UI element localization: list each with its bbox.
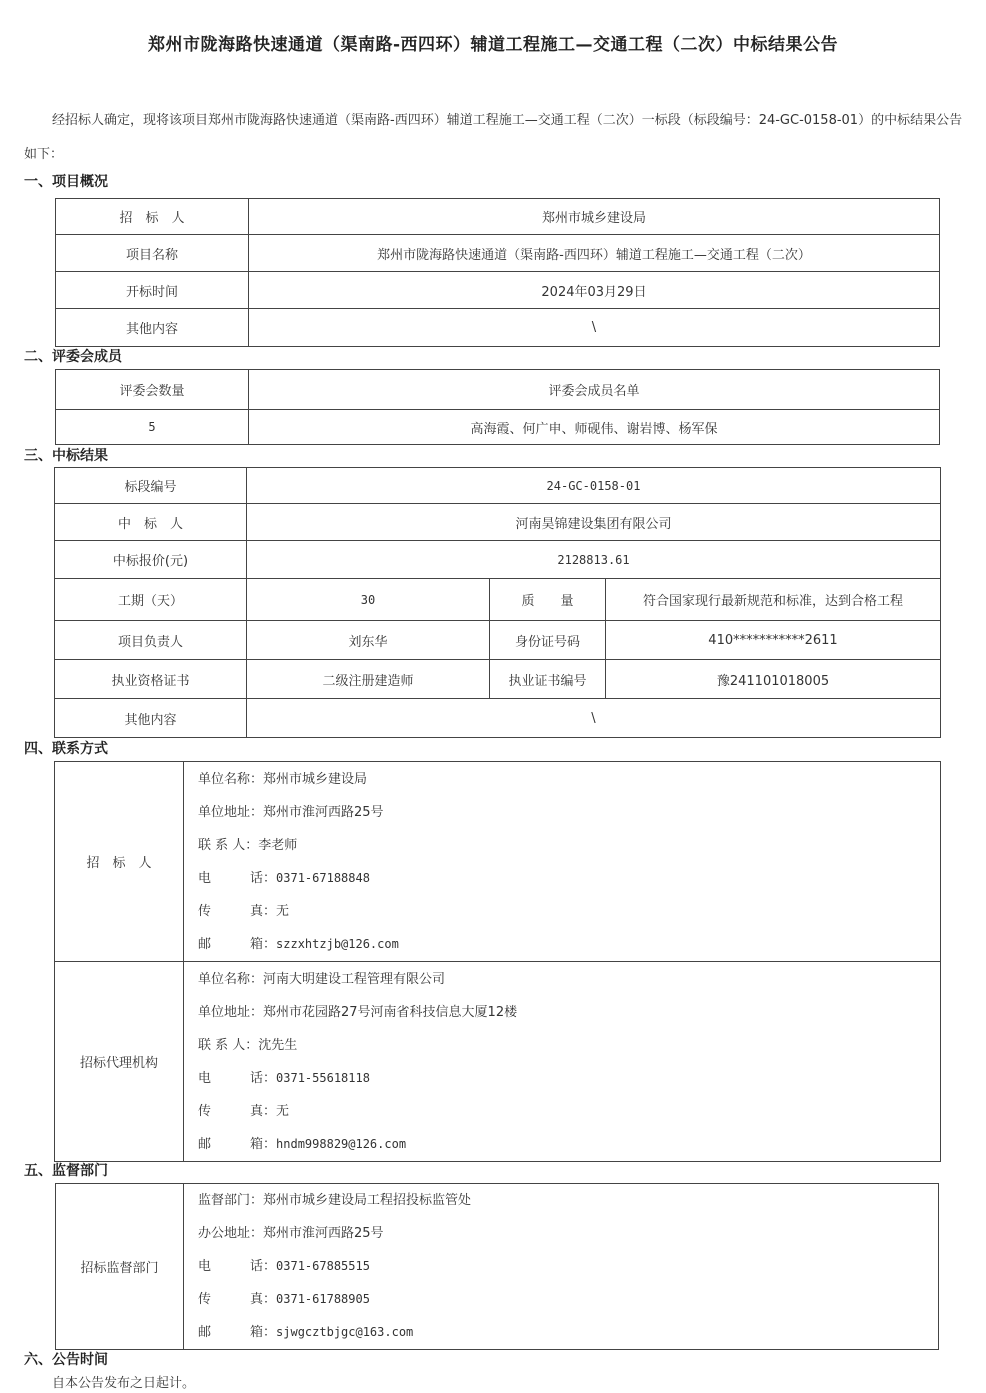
contact-line: [198, 862, 940, 895]
committee-names: 高海霞、何广申、师砚伟、谢岩博、杨军保: [249, 410, 940, 445]
contact-value: 河南大明建设工程管理有限公司: [263, 971, 446, 987]
table-row: [55, 699, 941, 738]
row-value: 郑州市城乡建设局: [249, 199, 940, 235]
winner-value: 河南昊锦建设集团有限公司: [247, 504, 941, 541]
contact-value: 无: [276, 903, 290, 919]
manager-value: 刘东华: [247, 621, 490, 660]
contact-line: [198, 996, 940, 1029]
section-heading-notice-time: 六、公告时间: [24, 1352, 108, 1368]
table-row: [56, 370, 940, 410]
contact-key: 邮 箱：: [198, 936, 277, 952]
cert-no-label: 执业证书编号: [490, 660, 606, 699]
tenderer-contact-details: [184, 762, 941, 962]
agency-contact-label: 招标代理机构: [55, 962, 184, 1162]
table-row: [56, 272, 940, 309]
id-label: 身份证号码: [490, 621, 606, 660]
section-heading-committee: 二、评委会成员: [24, 349, 122, 365]
row-value: \: [249, 309, 940, 347]
contact-key: 监督部门：: [198, 1193, 264, 1208]
award-result-table: [54, 467, 941, 738]
contact-value: 0371-67885515: [276, 1259, 370, 1273]
id-value: 410***********2611: [606, 621, 941, 660]
agency-contact-details: [184, 962, 941, 1162]
period-value: 30: [247, 579, 490, 621]
contact-line: [198, 1184, 938, 1217]
row-label: 其他内容: [56, 309, 249, 347]
table-row: [55, 660, 941, 699]
contact-value: 0371-55618118: [276, 1070, 370, 1085]
contact-line: [198, 1250, 938, 1283]
table-row: [56, 410, 940, 445]
section-heading-supervision: 五、监督部门: [24, 1163, 108, 1179]
table-row: [55, 962, 941, 1162]
table-row: [56, 1184, 939, 1350]
committee-names-header: 评委会成员名单: [249, 370, 940, 410]
contact-value: 郑州市花园路27号河南省科技信息大厦12楼: [263, 1004, 518, 1020]
committee-count-header: 评委会数量: [56, 370, 249, 410]
contact-email: szzxhtzjb@126.com: [276, 936, 399, 951]
period-label: 工期（天）: [55, 579, 247, 621]
tenderer-contact-label: 招 标 人: [55, 762, 184, 962]
quality-value: 符合国家现行最新规范和标准，达到合格工程: [606, 579, 941, 621]
table-row: [55, 541, 941, 579]
table-row: [56, 309, 940, 347]
contact-value: 郑州市淮河西路25号: [263, 804, 384, 820]
supervision-table: [55, 1183, 939, 1350]
contact-key: 联 系 人：: [198, 837, 259, 853]
bid-no-value: 24-GC-0158-01: [247, 468, 941, 504]
winner-label: 中 标 人: [55, 504, 247, 541]
row-label: 项目名称: [56, 235, 249, 272]
price-label: 中标报价(元): [55, 541, 247, 579]
contact-email: sjwgcztbjgc@163.com: [276, 1325, 414, 1339]
manager-label: 项目负责人: [55, 621, 247, 660]
contact-key: 电 话：: [198, 1259, 277, 1274]
contact-value: 李老师: [258, 837, 298, 853]
contact-line: [198, 895, 940, 928]
contact-value: 郑州市城乡建设局工程招投标监管处: [263, 1193, 472, 1208]
page-title: 郑州市陇海路快速通道（渠南路-西四环）辅道工程施工—交通工程（二次）中标结果公告: [147, 35, 839, 55]
project-overview-table: [55, 198, 940, 347]
contact-line: [198, 1128, 940, 1161]
contact-value: 沈先生: [258, 1037, 298, 1053]
contact-key: 单位地址：: [198, 1004, 264, 1020]
table-row: [55, 468, 941, 504]
contact-line: [198, 1029, 940, 1062]
row-value: 郑州市陇海路快速通道（渠南路-西四环）辅道工程施工—交通工程（二次）: [249, 235, 940, 272]
notice-time-text: 自本公告发布之日起计。: [52, 1376, 196, 1391]
contact-line: [198, 763, 940, 796]
contact-line: [198, 1316, 938, 1349]
intro-paragraph: 经招标人确定，现将该项目郑州市陇海路快速通道（渠南路-西四环）辅道工程施工—交通工程（二次）一标段（标段编号：24-GC-0158-01）的中标结果公告如下：: [24, 113, 963, 162]
contact-line: [198, 796, 940, 829]
contact-value: 无: [276, 1103, 290, 1119]
contact-line: [198, 829, 940, 862]
contact-key: 电 话：: [198, 1070, 277, 1086]
contact-line: [198, 1217, 938, 1250]
contact-line: [198, 1283, 938, 1316]
supervision-details: [184, 1184, 939, 1350]
price-value: 2128813.61: [247, 541, 941, 579]
contact-email: hndm998829@126.com: [276, 1136, 407, 1151]
cert-label: 执业资格证书: [55, 660, 247, 699]
contact-key: 邮 箱：: [198, 1325, 277, 1340]
table-row: [55, 762, 941, 962]
row-label: 开标时间: [56, 272, 249, 309]
contact-key: 单位名称：: [198, 971, 264, 987]
row-value: 2024年03月29日: [249, 272, 940, 309]
bid-no-label: 标段编号: [55, 468, 247, 504]
table-row: [55, 579, 941, 621]
contact-line: [198, 1095, 940, 1128]
table-row: [55, 504, 941, 541]
table-row: [55, 621, 941, 660]
cert-value: 二级注册建造师: [247, 660, 490, 699]
committee-count: 5: [56, 410, 249, 445]
contact-key: 传 真：: [198, 1292, 277, 1307]
table-row: [56, 235, 940, 272]
section-heading-overview: 一、项目概况: [24, 174, 108, 190]
contact-line: [198, 928, 940, 961]
contact-table: [54, 761, 941, 1162]
contact-line: [198, 963, 940, 996]
contact-key: 单位名称：: [198, 771, 264, 787]
row-label: 招 标 人: [56, 199, 249, 235]
contact-value: 0371-61788905: [276, 1292, 370, 1306]
contact-value: 郑州市淮河西路25号: [263, 1226, 384, 1241]
section-heading-contact: 四、联系方式: [24, 741, 108, 757]
other-label: 其他内容: [55, 699, 247, 738]
cert-no-value: 豫241101018005: [606, 660, 941, 699]
contact-key: 单位地址：: [198, 804, 264, 820]
table-row: [56, 199, 940, 235]
contact-key: 电 话：: [198, 870, 277, 886]
contact-key: 传 真：: [198, 903, 277, 919]
section-heading-result: 三、中标结果: [24, 448, 108, 464]
contact-key: 传 真：: [198, 1103, 277, 1119]
contact-value: 郑州市城乡建设局: [263, 771, 368, 787]
other-value: \: [247, 699, 941, 738]
quality-label: 质 量: [490, 579, 606, 621]
contact-key: 办公地址：: [198, 1226, 264, 1241]
contact-key: 联 系 人：: [198, 1037, 259, 1053]
contact-line: [198, 1062, 940, 1095]
committee-table: [55, 369, 940, 445]
supervision-label: 招标监督部门: [56, 1184, 184, 1350]
contact-key: 邮 箱：: [198, 1136, 277, 1152]
contact-value: 0371-67188848: [276, 870, 370, 885]
